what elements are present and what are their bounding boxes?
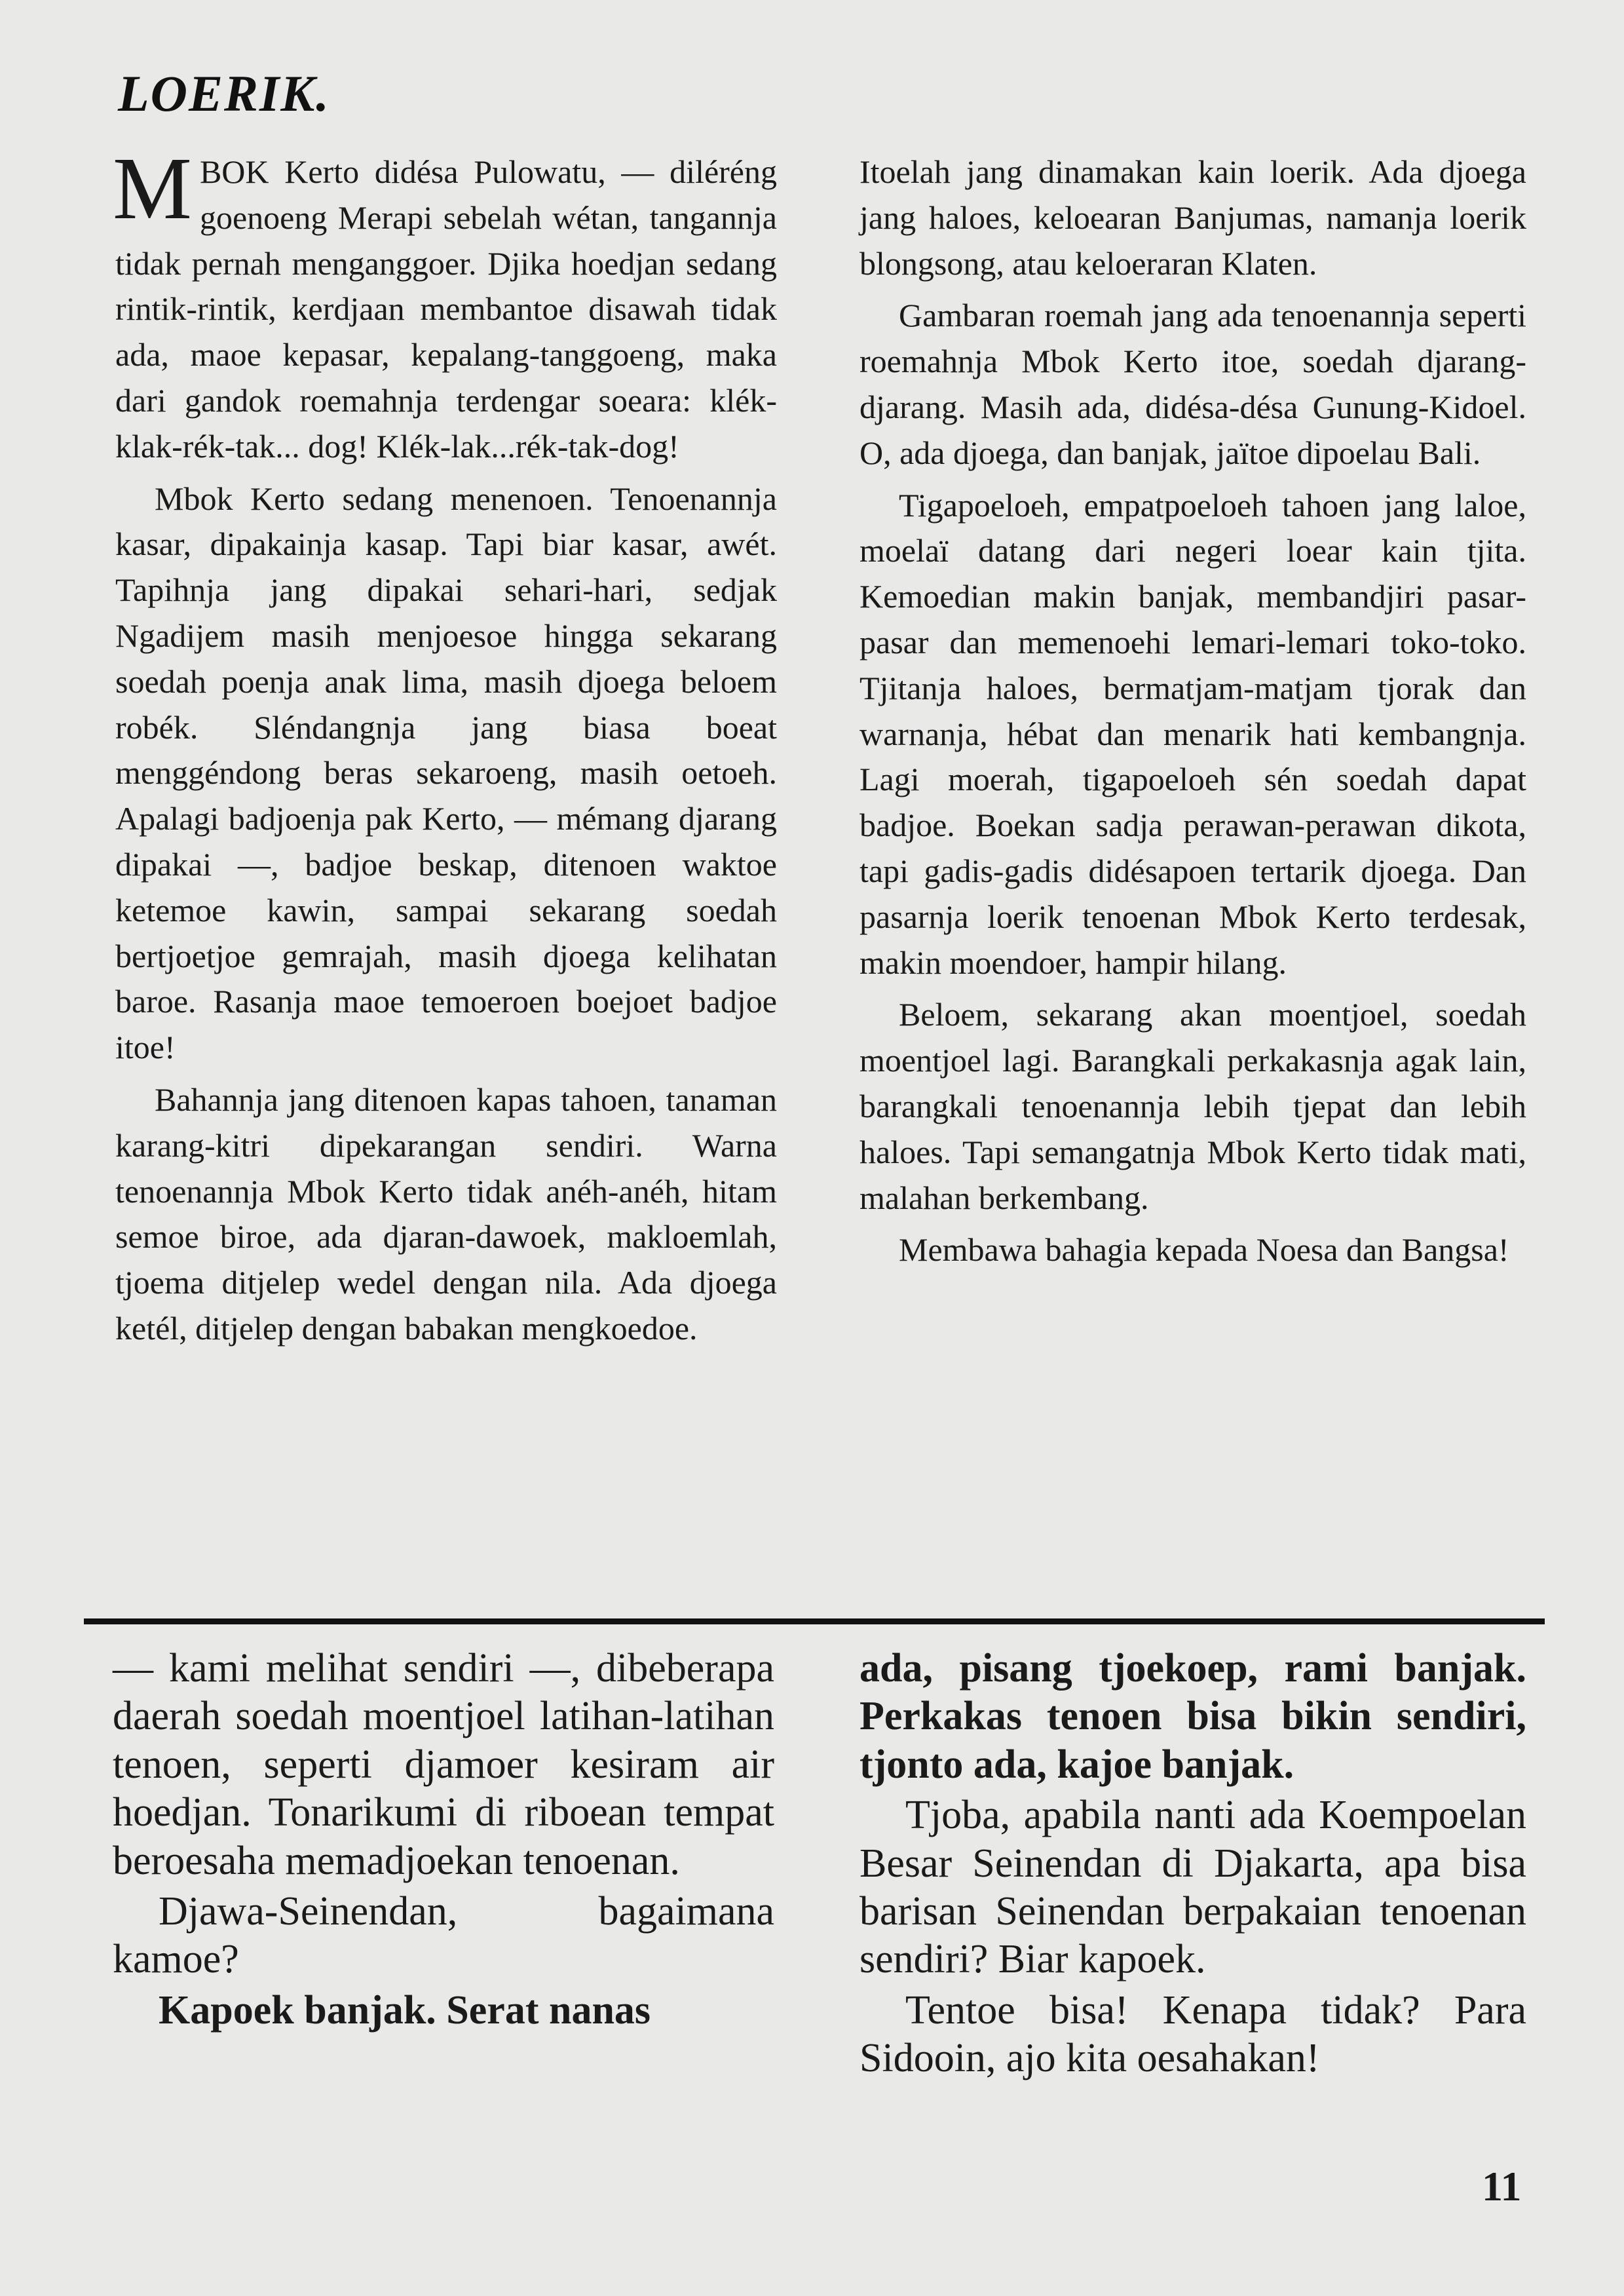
paragraph: Membawa bahagia kepada Noesa dan Bangsa! bbox=[899, 1231, 1509, 1269]
paragraph: Mbok Kerto sedang menenoen. Tenoenannja kasar, dipakainja kasap. Tapi biar kasar, awét. Tapihnja jang dipakai sehari-hari, sedjak Ngadijem masih menjoesoe hingga sekarang soedah poenja anak lima, masih djoega beloem robék. Sléndangnja jang biasa boeat menggéndong beras sekaroeng, masih oetoeh. Apalagi badjoenja pak Kerto, — mémang djarang dipakai —, badjoe beskap, ditenoen waktoe ketemoe kawin, sampai sekarang soedah bertjoetjoe gemrajah, masih djoega kelihatan baroe. Rasanja maoe temoeroen boejoet badjoe itoe! bbox=[115, 480, 777, 1066]
article-column-right bbox=[859, 149, 1526, 1280]
paragraph: Djawa-Seinendan, bagaimana kamoe? bbox=[113, 1889, 774, 1982]
lower-column-right bbox=[859, 1645, 1526, 2086]
paragraph-text: BOK Kerto didésa Pulowatu, — diléréng goenoeng Merapi sebelah wétan, tangannja tidak pernah menganggoer. Djika hoedjan sedang rintik-rintik, kerdjaan membantoe disawah tidak ada, maoe kepasar, kepalang-tanggoeng, maka dari gandok roemahnja terdengar soeara: klék-klak-rék-tak... dog! Klék-lak...rék-tak-dog! bbox=[115, 153, 777, 465]
paragraph: Beloem, sekarang akan moentjoel, soedah moentjoel lagi. Barangkali perkakasnja agak lain, barangkali tenoenannja lebih tjepat dan lebih haloes. Tapi semangatnja Mbok Kerto tidak mati, malahan berkembang. bbox=[859, 996, 1526, 1216]
paragraph: Tjoba, apabila nanti ada Koempoelan Besar Seinendan di Djakarta, apa bisa barisan Seinendan berpakaian tenoenan sendiri? Biar kapoek. bbox=[859, 1793, 1526, 1982]
article-title: LOERIK. bbox=[118, 65, 330, 122]
drop-cap: M bbox=[113, 140, 192, 238]
paragraph: Tentoe bisa! Kenapa tidak? Para Sidooin, ajo kita oesahakan! bbox=[859, 1987, 1526, 2081]
bold-paragraph: ada, pisang tjoekoep, rami banjak. Perkakas tenoen bisa bikin sendiri, tjonto ada, kajoe banjak. bbox=[859, 1646, 1526, 1787]
section-divider bbox=[84, 1618, 1545, 1624]
page-number: 11 bbox=[1482, 2163, 1522, 2210]
paragraph: Tigapoeloeh, empatpoeloeh tahoen jang laloe, moelaï datang dari negeri loear kain tjita. Kemoedian makin banjak, membandjiri pasar-pasar dan memenoehi lemari-lemari toko-toko. Tjitanja haloes, bermatjam-matjam tjorak dan warnanja, hébat dan menarik hati kembangnja. Lagi moerah, tigapoeloeh sén soedah dapat badjoe. Boekan sadja perawan-perawan dikota, tapi gadis-gadis didésapoen tertarik djoega. Dan pasarnja loerik tenoenan Mbok Kerto terdesak, makin moendoer, hampir hilang. bbox=[859, 486, 1526, 981]
lower-column-left bbox=[113, 1645, 774, 2037]
paragraph: Itoelah jang dinamakan kain loerik. Ada djoega jang haloes, keloearan Banjumas, namanja loerik blongsong, atau keloeraran Klaten. bbox=[859, 153, 1526, 282]
paragraph: Bahannja jang ditenoen kapas tahoen, tanaman karang-kitri dipekarangan sendiri. Warna tenoenannja Mbok Kerto tidak anéh-anéh, hitam semoe biroe, ada djaran-dawoek, makloemlah, tjoema ditjelep wedel dengan nila. Ada djoega ketél, ditjelep dengan babakan mengkoedoe. bbox=[115, 1081, 777, 1347]
article-column-left bbox=[113, 140, 777, 1358]
paragraph bbox=[113, 140, 777, 470]
paragraph: Gambaran roemah jang ada tenoenannja seperti roemahnja Mbok Kerto itoe, soedah djarang-djarang. Masih ada, didésa-désa Gunung-Kidoel. O, ada djoega, dan banjak, jaïtoe dipoelau Bali. bbox=[859, 297, 1526, 471]
bold-paragraph: Kapoek banjak. Serat nanas bbox=[159, 1987, 651, 2033]
paragraph: — kami melihat sendiri —, dibeberapa daerah soedah moentjoel latihan-latihan tenoen, seperti djamoer kesiram air hoedjan. Tonarikumi di riboean tempat beroesaha memadjoekan tenoenan. bbox=[113, 1646, 774, 1883]
